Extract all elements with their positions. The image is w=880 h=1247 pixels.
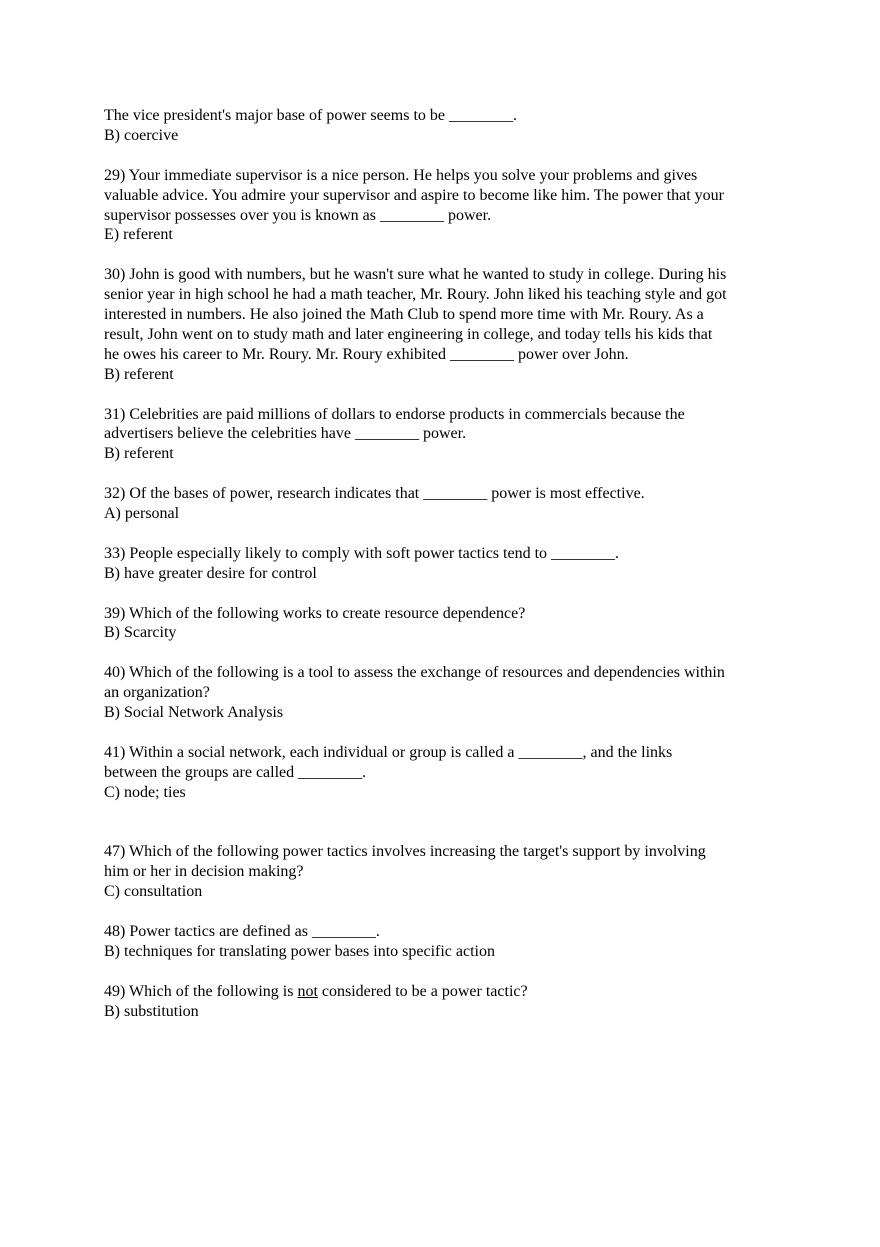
question-text: 33) People especially likely to comply with soft power tactics tend to ________. <box>104 544 620 562</box>
question-text: valuable advice. You admire your supervisor and aspire to become like him. The power that your <box>104 186 724 204</box>
answer-text: B) referent <box>104 445 174 463</box>
question-block-33 <box>104 544 794 584</box>
question-text: an organization? <box>104 684 210 702</box>
answer-text: E) referent <box>104 226 173 244</box>
question-text-end: considered to be a power tactic? <box>317 982 528 1000</box>
question-text: him or her in decision making? <box>104 863 304 881</box>
question-block-49 <box>104 982 794 1022</box>
question-text: supervisor possesses over you is known as ________ power. <box>104 206 492 224</box>
question-block-29 <box>104 166 794 246</box>
question-text: 47) Which of the following power tactics involves increasing the target's support by involving <box>104 843 706 861</box>
question-text: 41) Within a social network, each individual or group is called a ________, and the links <box>104 743 673 761</box>
question-text: 30) John is good with numbers, but he wasn't sure what he wanted to study in college. During his <box>104 266 727 284</box>
question-text <box>104 982 794 1002</box>
question-text: 32) Of the bases of power, research indicates that ________ power is most effective. <box>104 485 645 503</box>
question-text: 29) Your immediate supervisor is a nice person. He helps you solve your problems and gives <box>104 166 698 184</box>
question-text: 31) Celebrities are paid millions of dollars to endorse products in commercials because the <box>104 405 685 423</box>
question-block-intro <box>104 106 794 146</box>
question-block-40 <box>104 663 794 723</box>
answer-text: B) referent <box>104 365 174 383</box>
question-block-30 <box>104 265 794 384</box>
question-list <box>104 106 794 1041</box>
answer-text: B) Scarcity <box>104 624 177 642</box>
answer-text: C) node; ties <box>104 783 186 801</box>
emphasized-word: not <box>297 982 318 1000</box>
question-text: 48) Power tactics are defined as ________. <box>104 923 380 940</box>
question-text-start: 49) Which of the following is <box>104 982 298 1000</box>
question-text: The vice president's major base of power seems to be ________. <box>104 107 517 124</box>
question-block-39 <box>104 604 794 644</box>
answer-text: A) personal <box>104 505 180 523</box>
answer-text: B) Social Network Analysis <box>104 704 284 722</box>
question-text: he owes his career to Mr. Roury. Mr. Roury exhibited ________ power over John. <box>104 345 629 363</box>
question-block-41 <box>104 743 794 803</box>
question-block-31 <box>104 405 794 465</box>
answer-text: B) coercive <box>104 126 179 144</box>
answer-text: B) have greater desire for control <box>104 564 317 582</box>
question-block-48 <box>104 922 794 962</box>
question-text: 40) Which of the following is a tool to assess the exchange of resources and dependencies within <box>104 664 725 682</box>
question-text: between the groups are called ________. <box>104 763 367 781</box>
question-text: senior year in high school he had a math teacher, Mr. Roury. John liked his teaching style and got <box>104 286 727 304</box>
question-text: advertisers believe the celebrities have ________ power. <box>104 425 467 443</box>
answer-text: B) substitution <box>104 1002 199 1020</box>
question-text: 39) Which of the following works to create resource dependence? <box>104 604 526 622</box>
answer-text: C) consultation <box>104 883 203 901</box>
question-text: result, John went on to study math and later engineering in college, and today tells his kids that <box>104 325 713 343</box>
question-text: interested in numbers. He also joined the Math Club to spend more time with Mr. Roury. As a <box>104 306 704 324</box>
question-block-47 <box>104 842 794 902</box>
answer-text: B) techniques for translating power bases into specific action <box>104 942 495 960</box>
question-block-32 <box>104 484 794 524</box>
